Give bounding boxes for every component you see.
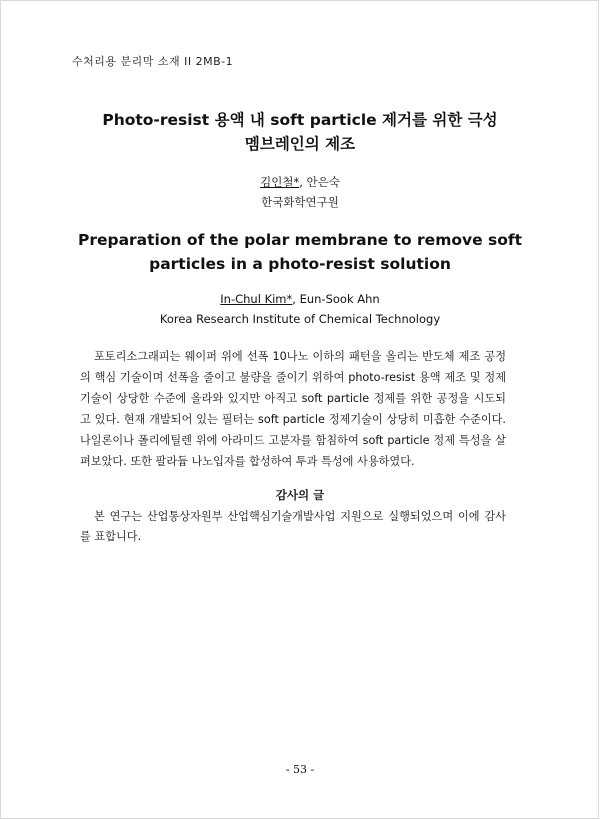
korean-authors	[0, 172, 600, 212]
abstract-body: 포토리소그래피는 웨이퍼 위에 선폭 10나노 이하의 패턴을 올리는 반도체 제조 공정의 핵심 기술이며 선폭을 줄이고 불량을 줄이기 위하여 photo-resist 용액 제조 및 정제 기술이 상당한 수준에 올라와 있지만 아직고 soft particle 정제를 위한 공정을 시도되고 있다. 현재 개발되어 있는 필터는 soft particle 정제기술이 상당히 미흡한 수준이다. 나일론이나 폴리에틸렌 위에 아라미드 고분자를 함침하여 soft particle 정제 특성을 살펴보았다. 또한 팔라듐 나노입자를 합성하여 투과 특성에 사용하였다.	[80, 350, 506, 468]
page-number: - 53 -	[285, 763, 315, 776]
english-title-line1: Preparation of the polar membrane to remove soft	[77, 231, 523, 249]
english-affiliation: Korea Research Institute of Chemical Technology	[159, 312, 441, 326]
running-head: 수처리용 분리막 소재 II 2MB-1	[72, 55, 234, 68]
english-author-sep: ,	[292, 292, 300, 306]
korean-title	[0, 108, 600, 156]
korean-author-line	[0, 172, 600, 192]
korean-coauthor: 안은숙	[306, 175, 340, 189]
english-title	[0, 228, 600, 276]
acknowledgement-body: 본 연구는 산업통상자원부 산업핵심기술개발사업 지원으로 실행되었으며 이에 감사를 표합니다.	[80, 510, 506, 543]
korean-presenter: 김인철*	[260, 175, 300, 189]
korean-affiliation: 한국화학연구원	[261, 195, 339, 209]
acknowledgement-heading: 감사의 글	[275, 488, 325, 502]
korean-title-line2: 멤브레인의 제조	[244, 135, 356, 153]
korean-title-line1: Photo-resist 용액 내 soft particle 제거를 위한 극성	[102, 111, 498, 129]
korean-author-sep: ,	[299, 175, 307, 189]
english-authors	[0, 289, 600, 329]
english-presenter: In-Chul Kim*	[220, 292, 293, 306]
english-coauthor: Eun-Sook Ahn	[299, 292, 380, 306]
english-title-line2: particles in a photo-resist solution	[149, 255, 451, 273]
english-author-line	[0, 289, 600, 309]
